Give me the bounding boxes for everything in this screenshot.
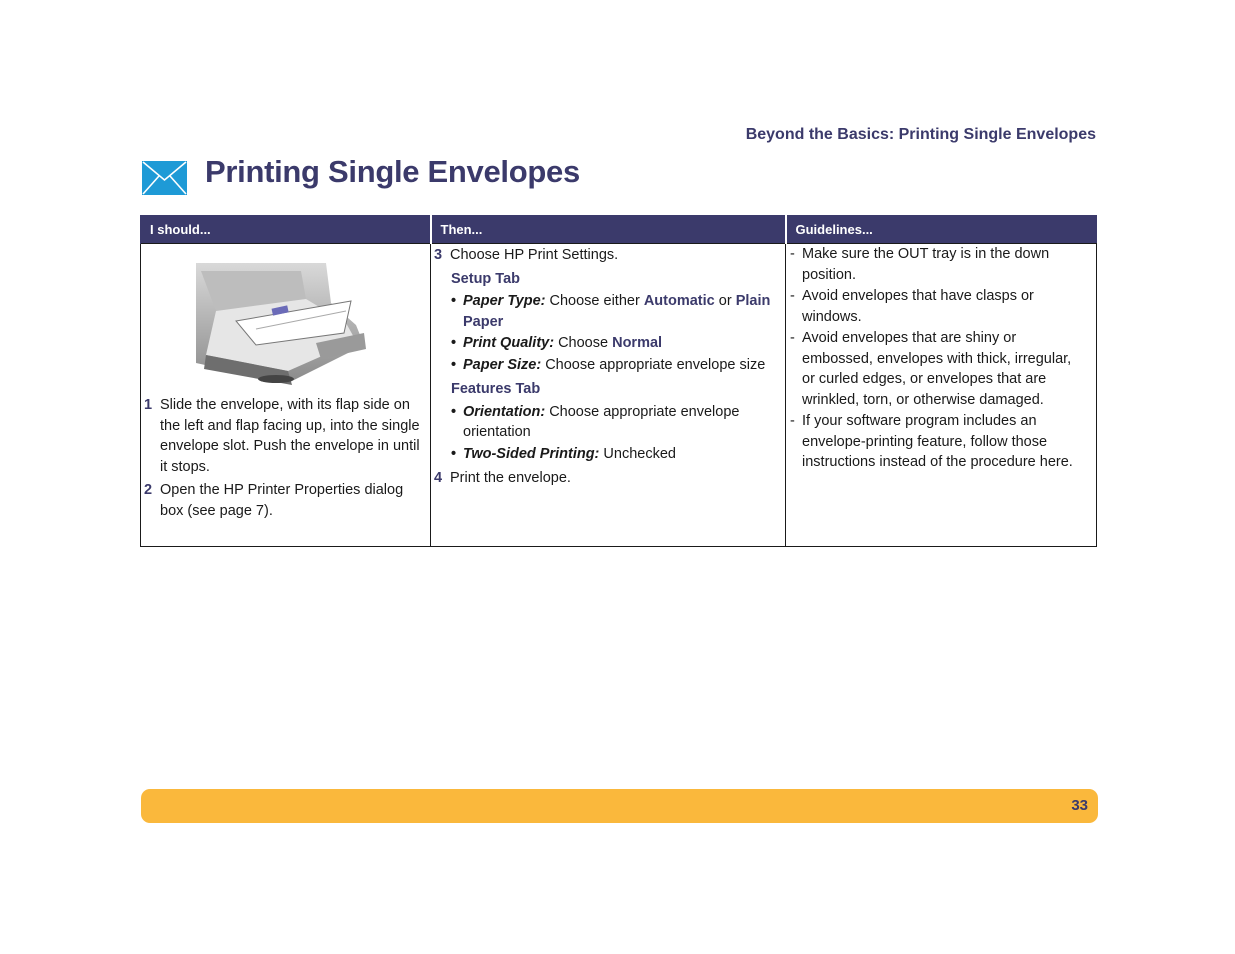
then-cell [431, 244, 786, 547]
option-text: Unchecked [603, 445, 676, 462]
guideline-item [786, 328, 1084, 410]
option-text: Choose appropriate envelope size [545, 356, 766, 373]
setup-tab-heading: Setup Tab [451, 270, 521, 287]
table-header-row [141, 215, 1097, 244]
i-should-cell [141, 244, 431, 547]
table-row [141, 244, 1097, 547]
features-tab-settings [451, 402, 785, 465]
dash: - [790, 413, 795, 429]
guidelines-cell [786, 244, 1097, 547]
column-header-then: Then... [431, 215, 786, 244]
features-tab-heading: Features Tab [451, 381, 541, 397]
option-text: Choose appropriate envelope orientation [463, 403, 740, 440]
step-list-col2-end [431, 468, 785, 489]
option-name: Two-Sided Printing: [463, 445, 600, 462]
step-number: 3 [434, 247, 443, 263]
guideline-item [786, 411, 1084, 473]
instructions-table [140, 215, 1097, 547]
setting-paper-type [451, 291, 785, 332]
option-value: Normal [612, 335, 663, 351]
footer-bar [141, 789, 1098, 823]
option-name: Orientation: [463, 403, 546, 420]
option-value: Plain Paper [463, 293, 771, 330]
bullet: • [451, 356, 457, 373]
option-text: Choose [558, 335, 609, 351]
bullet: • [451, 293, 457, 309]
step-1 [141, 395, 420, 477]
column-header-guidelines: Guidelines... [786, 215, 1097, 244]
guideline-item [786, 244, 1084, 285]
bullet: • [451, 445, 457, 462]
option-name: Print Quality: [463, 335, 555, 351]
guideline-text: Avoid envelopes that have clasps or windows. [802, 288, 1034, 325]
step-number: 2 [144, 482, 153, 498]
bullet: • [451, 403, 457, 420]
bullet: • [451, 335, 457, 351]
page-number: 33 [1071, 797, 1088, 814]
page-title: Printing Single Envelopes [205, 154, 580, 189]
step-list-col1 [141, 395, 420, 521]
printer-with-envelope-illustration [196, 263, 368, 387]
setting-print-quality [451, 333, 785, 354]
step-text: Slide the envelope, with its flap side on the left and flap facing up, into the single envelope slot. Push the envelope in until it stops. [160, 397, 420, 475]
setup-tab-settings [451, 291, 785, 375]
option-text: or [718, 293, 732, 309]
dash: - [790, 246, 795, 262]
step-number: 4 [434, 470, 443, 486]
step-text: Print the envelope. [450, 470, 571, 486]
step-number: 1 [144, 397, 153, 413]
guideline-text: If your software program includes an envelope-printing feature, follow those instructions instead of the procedure here. [802, 413, 1073, 470]
step-3 [431, 245, 785, 266]
envelope-icon [142, 161, 187, 195]
dash: - [790, 288, 795, 304]
step-text: Choose HP Print Settings. [450, 247, 619, 263]
guideline-text: Make sure the OUT tray is in the down position. [802, 246, 1050, 283]
option-name: Paper Type: [463, 293, 546, 309]
option-name: Paper Size: [463, 356, 542, 373]
dash: - [790, 330, 795, 346]
step-4 [431, 468, 785, 489]
column-header-i-should: I should... [141, 215, 431, 244]
guidelines-list [786, 244, 1096, 473]
guideline-text: Avoid envelopes that are shiny or embossed, envelopes with thick, irregular, or curled edges, or envelopes that are wrinkled, torn, or otherwise damaged. [802, 330, 1072, 408]
option-text: Choose either [549, 293, 640, 309]
setting-two-sided-printing [451, 444, 785, 465]
setting-paper-size [451, 355, 785, 376]
running-header: Beyond the Basics: Printing Single Envelopes [745, 126, 1096, 143]
step-text: Open the HP Printer Properties dialog box (see page 7). [160, 482, 404, 519]
step-list-col2 [431, 245, 785, 266]
guideline-item [786, 286, 1084, 327]
setting-orientation [451, 402, 785, 443]
option-value: Automatic [643, 293, 715, 309]
step-2 [141, 480, 420, 521]
